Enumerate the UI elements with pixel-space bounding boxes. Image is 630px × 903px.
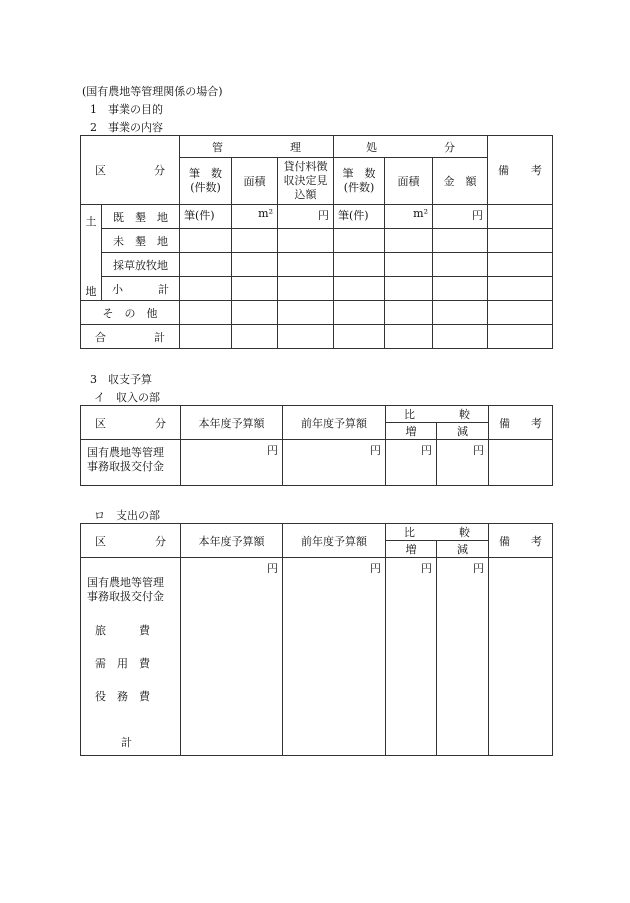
gen-header: 減 bbox=[437, 541, 489, 558]
expense-item-kei: 計 bbox=[121, 736, 132, 749]
expense-table bbox=[80, 523, 553, 756]
income-title: イ 収入の部 bbox=[94, 391, 160, 404]
unit-yen: 円 bbox=[370, 562, 381, 575]
menseki-header: 面積 bbox=[232, 158, 278, 205]
zennen-header: 前年度予算額 bbox=[283, 406, 386, 440]
tochi-cell: 土 地 bbox=[81, 205, 102, 301]
hikaku-header: 比 較 bbox=[386, 406, 489, 423]
unit-yen: 円 bbox=[421, 562, 432, 575]
hikaku-header: 比 較 bbox=[386, 524, 489, 541]
unit-yen-2: 円 bbox=[472, 209, 483, 222]
kubun-header: 区 分 bbox=[81, 406, 181, 440]
expense-item-juyo: 需 用 費 bbox=[95, 657, 150, 670]
expense-item-ekimu: 役 務 費 bbox=[95, 690, 150, 703]
biko-header: 備 考 bbox=[489, 406, 553, 440]
row-shokei: 小 計 bbox=[102, 277, 180, 301]
income-table bbox=[80, 405, 553, 486]
shobun-header: 処 分 bbox=[334, 136, 488, 158]
row-saiso: 採草放牧地 bbox=[102, 253, 180, 277]
honnen-header: 本年度予算額 bbox=[181, 406, 283, 440]
honnen-header: 本年度予算額 bbox=[181, 524, 283, 558]
unit-hitsu: 筆(件) bbox=[184, 209, 215, 222]
row-mikon: 未 墾 地 bbox=[102, 229, 180, 253]
zo-header: 増 bbox=[386, 541, 437, 558]
expense-item-kofukin: 国有農地等管理 事務取扱交付金 bbox=[87, 576, 164, 603]
zennen-header: 前年度予算額 bbox=[283, 524, 386, 558]
unit-yen: 円 bbox=[473, 444, 484, 457]
unit-yen: 円 bbox=[370, 444, 381, 457]
income-item: 国有農地等管理 事務取扱交付金 bbox=[81, 440, 181, 486]
menseki2-header: 面積 bbox=[385, 158, 433, 205]
unit-yen: 円 bbox=[267, 562, 278, 575]
unit-hitsu-2: 筆(件) bbox=[338, 209, 369, 222]
gen-header: 減 bbox=[437, 423, 489, 440]
section-3: 3 収支予算 bbox=[90, 373, 152, 386]
unit-yen: 円 bbox=[473, 562, 484, 575]
heading: (国有農地等管理関係の場合) bbox=[82, 85, 223, 98]
kingaku-header: 金 額 bbox=[433, 158, 488, 205]
kashitsuke-header: 貸付料徴 収決定見 込額 bbox=[278, 158, 334, 205]
row-sonota: そ の 他 bbox=[81, 301, 180, 325]
kubun-header: 区 分 bbox=[81, 524, 181, 558]
zo-header: 増 bbox=[386, 423, 437, 440]
unit-yen: 円 bbox=[318, 209, 329, 222]
unit-yen: 円 bbox=[267, 444, 278, 457]
unit-m2-2: m² bbox=[413, 207, 428, 220]
expense-items bbox=[81, 558, 181, 756]
row-kikon: 既 墾 地 bbox=[102, 205, 180, 229]
section-2: 2 事業の内容 bbox=[90, 121, 163, 134]
business-content-table bbox=[80, 135, 553, 349]
section-1: 1 事業の目的 bbox=[90, 103, 163, 116]
expense-title: ロ 支出の部 bbox=[94, 509, 160, 522]
hissu-header: 筆 数 (件数) bbox=[180, 158, 232, 205]
biko-header: 備 考 bbox=[488, 136, 553, 205]
kanri-header: 管 理 bbox=[180, 136, 334, 158]
row-gokei: 合 計 bbox=[81, 325, 180, 349]
unit-yen: 円 bbox=[421, 444, 432, 457]
kubun-header: 区 分 bbox=[81, 136, 180, 205]
biko-header: 備 考 bbox=[489, 524, 553, 558]
unit-m2: m² bbox=[258, 207, 273, 220]
expense-item-ryohi: 旅 費 bbox=[95, 624, 150, 637]
hissu2-header: 筆 数 (件数) bbox=[334, 158, 385, 205]
